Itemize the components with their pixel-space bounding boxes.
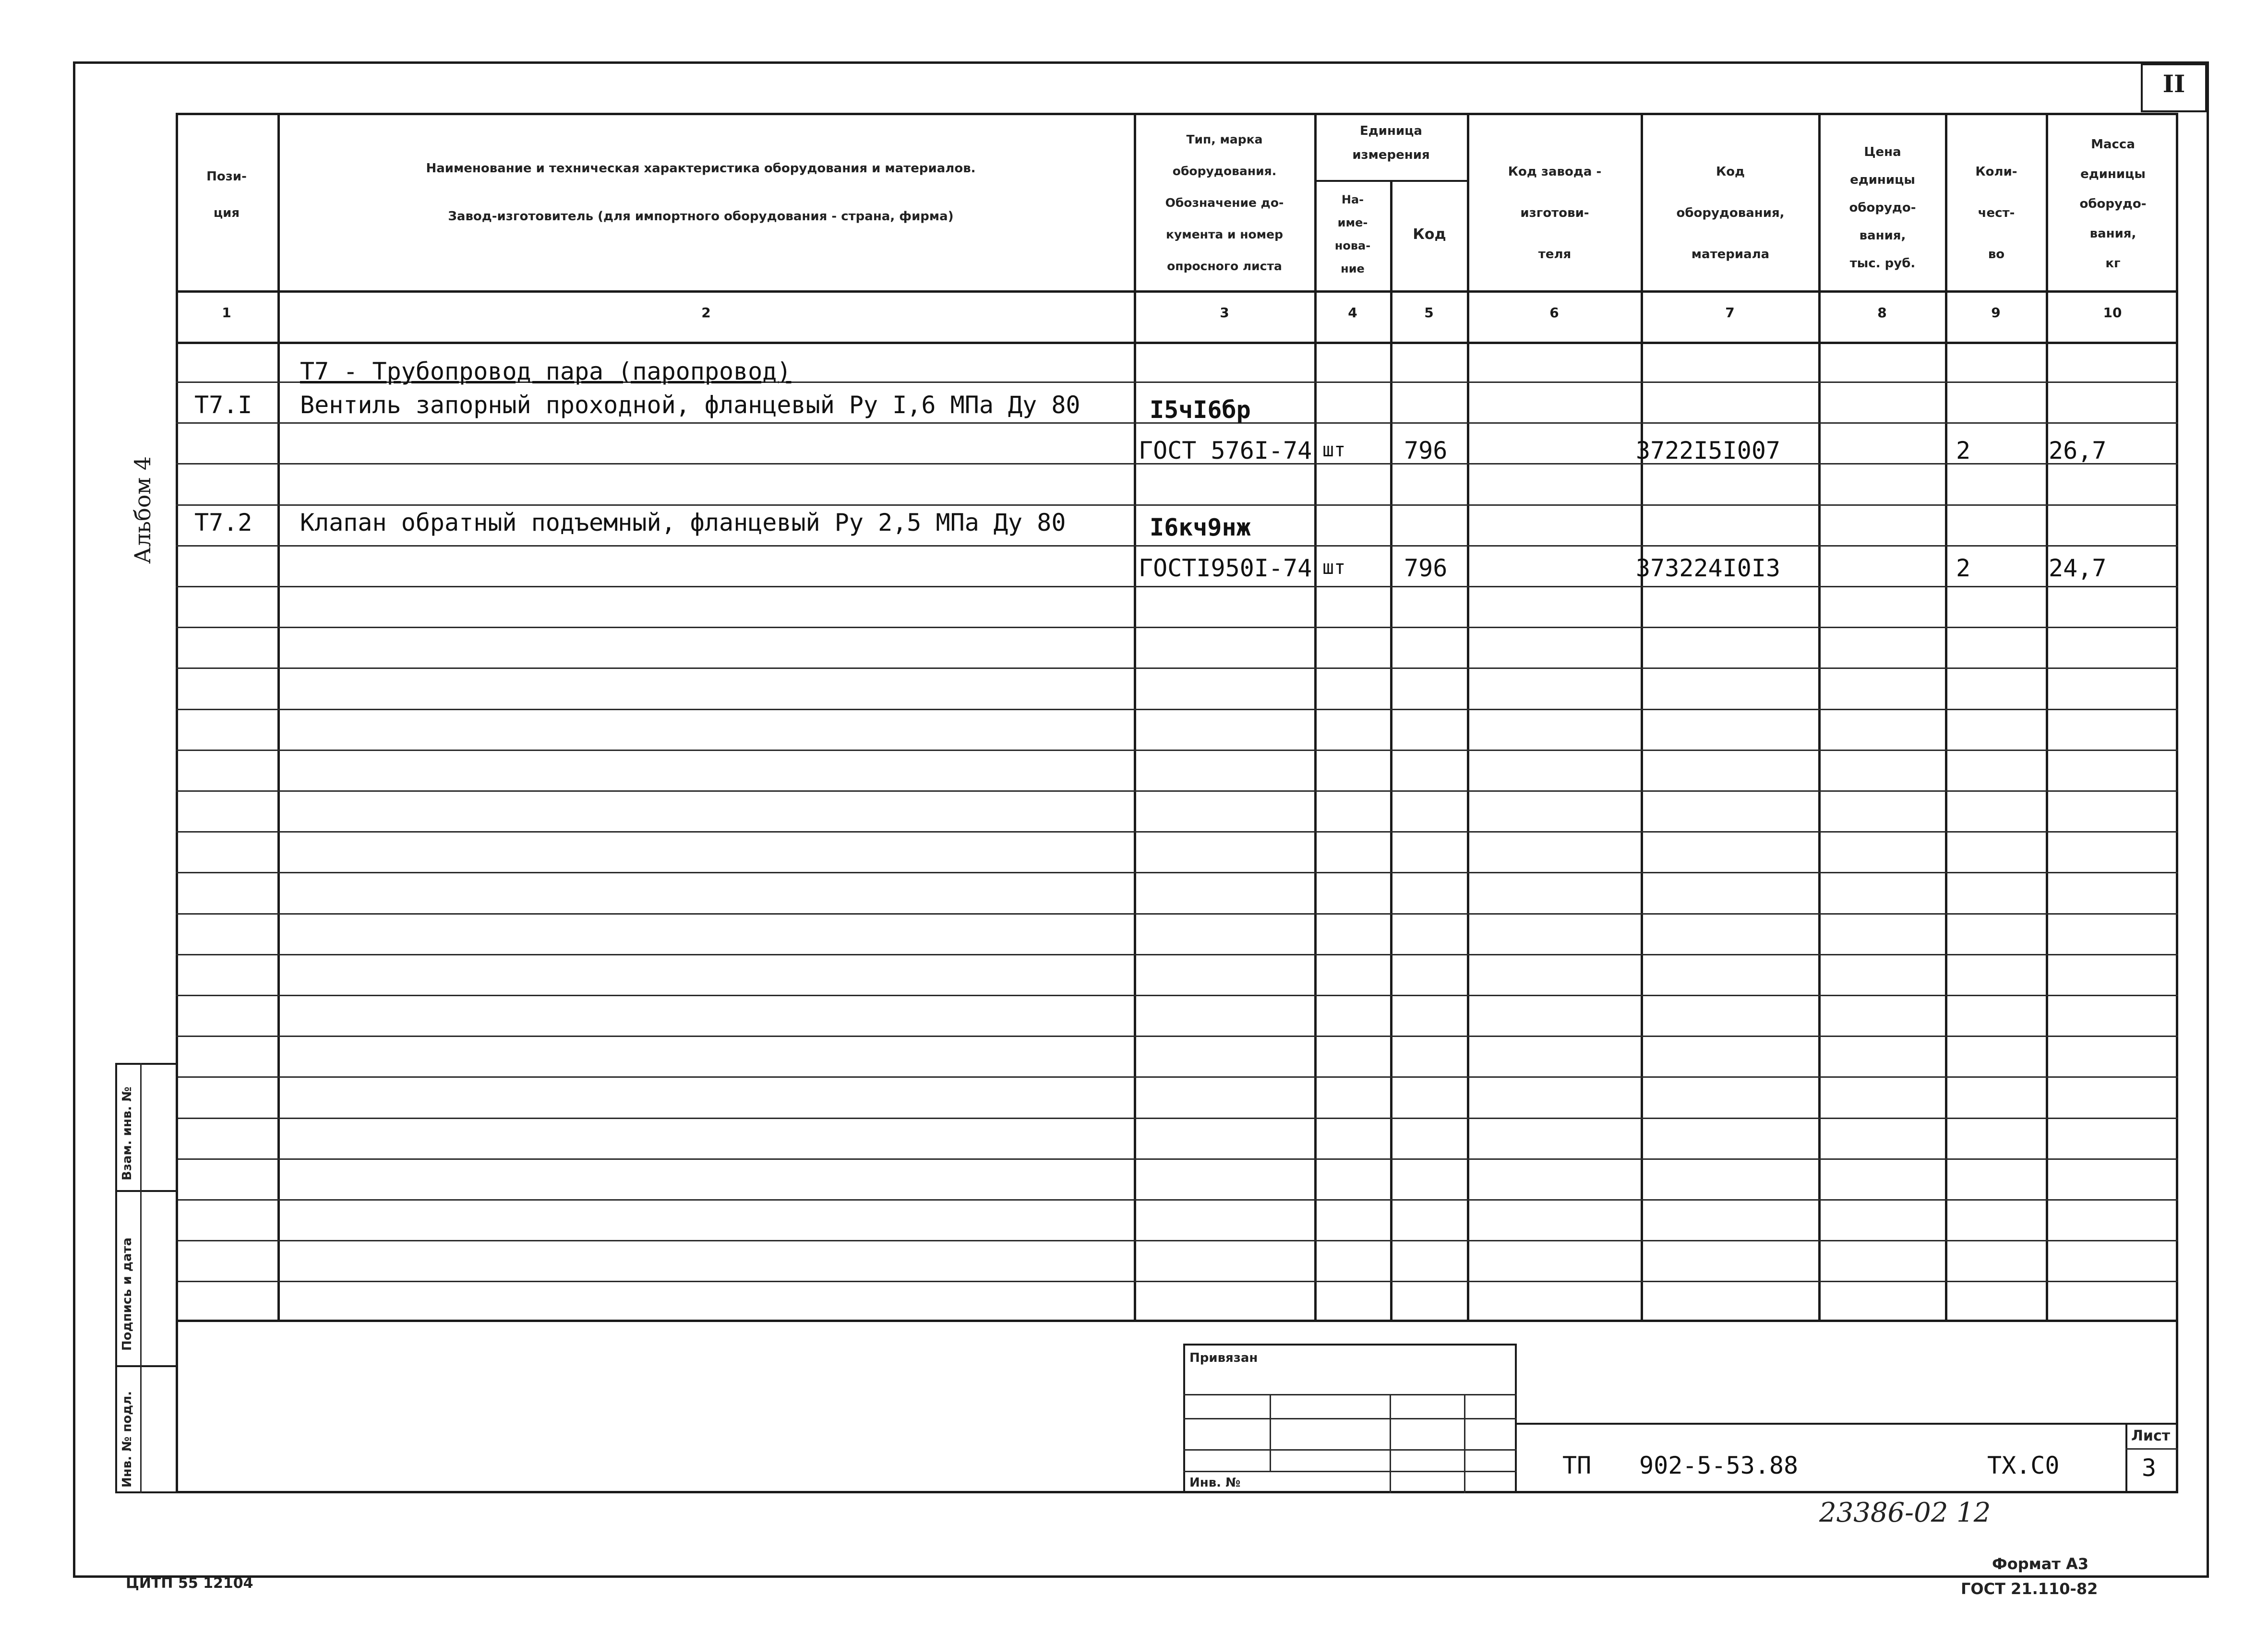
- row2-doc: ГОСТI950I-74: [1139, 554, 1312, 582]
- handwritten-number: 23386-02 12: [1819, 1497, 1991, 1528]
- col-line-2: [1134, 113, 1136, 1322]
- row-line: [176, 709, 2178, 710]
- row1-doc: ГОСТ 576I-74: [1139, 437, 1312, 465]
- header-bottom-line: [176, 290, 2178, 293]
- row1-equip-code: 3722I5I007: [1636, 437, 1781, 465]
- header-col1: Пози- ция: [206, 169, 247, 220]
- row2-position: Т7.2: [194, 509, 252, 536]
- col-line-1: [277, 113, 280, 1322]
- album-label: Альбом 4: [130, 456, 156, 564]
- row1-position: Т7.I: [194, 391, 252, 419]
- list-number: 3: [2142, 1454, 2157, 1482]
- side-stamp-inv: Инв. № подл.: [120, 1391, 134, 1488]
- main-table: [176, 113, 2178, 1322]
- doc-code: 902-5-53.88: [1639, 1452, 1799, 1479]
- row-line: [176, 545, 2178, 547]
- list-label: Лист: [2131, 1428, 2171, 1444]
- row-line: [176, 954, 2178, 955]
- privyazan-vline-2: [1390, 1394, 1391, 1493]
- row-line: [176, 995, 2178, 996]
- row-line: [176, 1076, 2178, 1078]
- doc-code-top-line: [1517, 1423, 2178, 1425]
- row1-unit: шт: [1322, 439, 1346, 461]
- header-units-group: Единица измерения: [1352, 124, 1430, 162]
- list-box-line: [2125, 1423, 2127, 1493]
- row-line: [176, 1281, 2178, 1282]
- row-line: [176, 913, 2178, 915]
- privyazan-line-4: [1183, 1471, 1517, 1472]
- col-line-3: [1314, 113, 1317, 1322]
- row2-equip-code: 373224I0I3: [1636, 554, 1781, 582]
- header-col10: Масса единицы оборудо- вания, кг: [2079, 137, 2147, 271]
- row2-code: 796: [1404, 554, 1448, 582]
- header-col4: На- име- нова- ние: [1334, 193, 1371, 275]
- side-stamp-line-2: [115, 1365, 178, 1367]
- privyazan-vline-1: [1270, 1394, 1271, 1471]
- row-line: [176, 1036, 2178, 1037]
- privyazan-line-3: [1183, 1449, 1517, 1451]
- row-line: [176, 790, 2178, 792]
- row1-code: 796: [1404, 437, 1448, 465]
- side-stamp-vzam: Взам. инв. №: [120, 1086, 134, 1180]
- row2-qty: 2: [1956, 554, 1971, 582]
- col-line-9: [2046, 113, 2048, 1322]
- col-line-8: [1945, 113, 1947, 1322]
- row2-type: I6кч9нж: [1150, 513, 1251, 541]
- doc-code-tp: ТП: [1562, 1452, 1592, 1479]
- header-col7: Код оборудования, материала: [1676, 165, 1785, 262]
- row-line: [176, 1118, 2178, 1119]
- sheet-number-top: II: [2162, 70, 2185, 98]
- row2-name: Клапан обратный подъемный, фланцевый Ру 2,5 МПа Ду 80: [300, 509, 1066, 536]
- header-col5: Код: [1413, 226, 1446, 243]
- header-col6: Код завода - изготови- теля: [1508, 165, 1602, 262]
- row-line: [176, 750, 2178, 751]
- row-line: [176, 504, 2178, 506]
- row-line: [176, 627, 2178, 628]
- footer-format: Формат А3: [1992, 1555, 2089, 1573]
- col-line-5: [1467, 113, 1469, 1322]
- row-line: [176, 831, 2178, 833]
- header-col8: Цена единицы оборудо- вания, тыс. руб.: [1849, 145, 1916, 271]
- row-line: [176, 1240, 2178, 1241]
- header-col9: Коли- чест- во: [1975, 165, 2017, 262]
- privyazan-label: Привязан: [1189, 1351, 1258, 1365]
- title-block: [176, 1320, 2178, 1493]
- side-stamp-vline: [140, 1063, 142, 1493]
- header-col2-line1: Наименование и техническая характеристика оборудования и материалов.: [426, 161, 976, 176]
- row1-mass: 26,7: [2049, 437, 2107, 465]
- row-line: [176, 586, 2178, 587]
- header-col3: Тип, марка оборудования. Обозначение до- кумента и номер опросного листа: [1165, 132, 1284, 273]
- col-line-4: [1390, 180, 1392, 1322]
- row-line: [176, 1158, 2178, 1160]
- doc-mark: ТХ.С0: [1987, 1452, 2060, 1479]
- privyazan-vline-3: [1464, 1394, 1465, 1493]
- section-title: Т7 - Трубопровод пара (паропровод): [300, 357, 792, 385]
- row1-type: I5чI6бр: [1150, 396, 1251, 424]
- footer-gost: ГОСТ 21.110-82: [1961, 1580, 2098, 1598]
- col-line-7: [1818, 113, 1821, 1322]
- row1-qty: 2: [1956, 437, 1971, 465]
- row-line: [176, 1199, 2178, 1201]
- row-line: [176, 667, 2178, 669]
- privyazan-line-1: [1183, 1394, 1517, 1395]
- row-line: [176, 872, 2178, 873]
- header-col2-line2: Завод-изготовитель (для импортного оборудования - страна, фирма): [448, 209, 954, 224]
- privyazan-line-2: [1183, 1418, 1517, 1419]
- row2-mass: 24,7: [2049, 554, 2107, 582]
- list-box-sep: [2125, 1448, 2178, 1450]
- col-line-6: [1641, 113, 1643, 1322]
- side-stamp-podpis: Подпись и дата: [120, 1237, 134, 1351]
- row2-unit: шт: [1322, 557, 1346, 579]
- inv-no-label: Инв. №: [1189, 1476, 1241, 1490]
- footer-left: ЦИТП 55 12104: [126, 1575, 253, 1592]
- side-stamp-line-1: [115, 1190, 178, 1192]
- colnum-bottom-line: [176, 342, 2178, 344]
- row1-name: Вентиль запорный проходной, фланцевый Ру I,6 МПа Ду 80: [300, 391, 1080, 419]
